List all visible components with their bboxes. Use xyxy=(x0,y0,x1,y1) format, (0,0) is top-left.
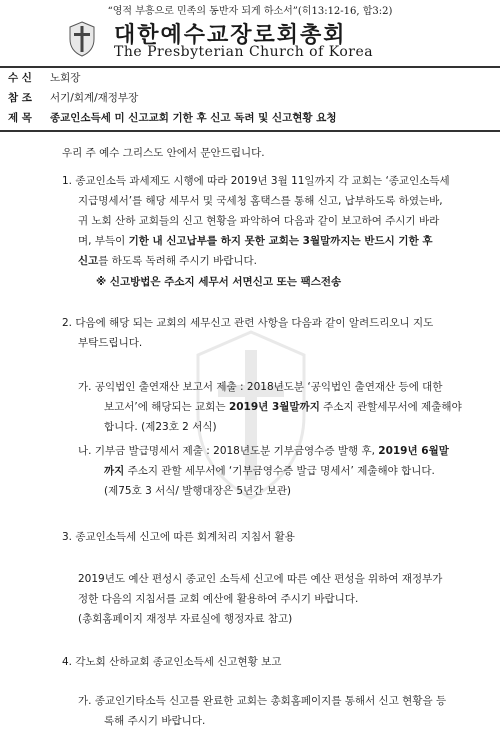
item2-a-line2-end: 주소지 관할세무서에 제출해야 xyxy=(319,401,462,413)
subject-label: 제 목 xyxy=(8,112,32,124)
item1-line5-emphasis: 신고 xyxy=(78,255,99,267)
item4-line1: 4. 각노회 산하교회 종교인소득세 신고현황 보고 xyxy=(62,656,282,668)
item2-line2: 부탁드립니다. xyxy=(78,337,143,349)
org-name-ko: 대한예수교장로회총회 xyxy=(114,22,347,48)
item1-line4 xyxy=(78,231,433,251)
motto: “영적 부흥으로 민족의 동반자 되게 하소서”(히13:12-16, 합3:2) xyxy=(107,6,393,17)
item2-a-line1: 가. 공익법인 출연재산 보고서 제출 : 2018년도분 ‘공익법인 출연재산 등에 대한 xyxy=(78,381,443,393)
item1-line4-emphasis: 기한 내 신고납부를 하지 못한 교회는 3월말까지는 반드시 기한 후 xyxy=(128,235,433,247)
reference-row xyxy=(8,90,138,105)
header-divider xyxy=(0,66,500,68)
org-name-en: The Presbyterian Church of Korea xyxy=(114,44,374,60)
recipient-value: 노회장 xyxy=(50,72,81,84)
recipient-label: 수 신 xyxy=(8,72,32,84)
item4-a-line1: 가. 종교인기타소득 신고를 완료한 교회는 총회홈페이지를 통해서 신고 현황을 등 xyxy=(78,695,447,707)
meta-divider xyxy=(0,130,500,132)
item2-b-line1 xyxy=(78,441,449,461)
item3-line1: 3. 종교인소득세 신고에 따른 회계처리 지침서 활용 xyxy=(62,531,295,543)
item4-a-line2: 록해 주시기 바랍니다. xyxy=(104,715,206,727)
item2-b-line3: (제75호 3 서식/ 발행대장은 5년간 보관) xyxy=(104,485,291,497)
item1-line3: 귀 노회 산하 교회들의 신고 현황을 파악하여 다음과 같이 보고하여 주시기 바라 xyxy=(78,215,440,227)
item3-para-line3: (총회홈페이지 재정부 자료실에 행정자료 참고) xyxy=(78,613,293,625)
subject-row xyxy=(8,110,336,125)
item2-b-line2-end: 주소지 관할 세무서에 ‘기부금영수증 발급 명세서’ 제출해야 합니다. xyxy=(124,465,435,477)
item1-line4-start: 며, 부득이 xyxy=(78,235,129,247)
item3-para-line1: 2019년도 예산 편성시 종교인 소득세 신고에 따른 예산 편성을 위하여 재정부가 xyxy=(78,573,443,585)
item1-line1: 1. 종교인소득 과세제도 시행에 따라 2019년 3월 11일까지 각 교회는 ‘종교인소득세 xyxy=(62,175,450,187)
item1-line5 xyxy=(78,251,257,271)
item3-para-line2: 정한 다음의 지침서를 교회 예산에 활용하여 주시기 바랍니다. xyxy=(78,593,359,605)
cross-emblem-icon xyxy=(68,21,96,57)
item2-a-line3: 합니다. (제23호 2 서식) xyxy=(104,421,217,433)
item2-b-deadline-end: 까지 xyxy=(104,465,125,477)
greeting: 우리 주 예수 그리스도 안에서 문안드립니다. xyxy=(62,147,265,159)
reference-label: 참 조 xyxy=(8,92,32,104)
item1-line5-end: 를 하도록 독려해 주시기 바랍니다. xyxy=(98,255,257,267)
item2-b-line1-start: 나. 기부금 발급명세서 제출 : 2018년도분 기부금영수증 발행 후, xyxy=(78,445,379,457)
subject-value: 종교인소득세 미 신고교회 기한 후 신고 독려 및 신고현황 요청 xyxy=(50,112,337,124)
item2-a-line2-start: 보고서’에 해당되는 교회는 xyxy=(104,401,229,413)
item2-line1: 2. 다음에 해당 되는 교회의 세무신고 관련 사항을 다음과 같이 알려드리오니 지도 xyxy=(62,317,434,329)
reference-value: 서기/회계/재정부장 xyxy=(50,92,139,104)
item2-b-line2 xyxy=(104,461,435,481)
item2-a-deadline: 2019년 3월말까지 xyxy=(228,401,320,413)
item2-b-deadline: 2019년 6월말 xyxy=(378,445,449,457)
item1-line2: 지급명세서’를 해당 세무서 및 국세청 홈택스를 통해 신고, 납부하도록 하였는바, xyxy=(78,195,443,207)
item1-note: ※ 신고방법은 주소지 세무서 서면신고 또는 팩스전송 xyxy=(96,276,342,288)
recipient-row xyxy=(8,70,80,85)
item2-a-line2 xyxy=(104,397,462,417)
